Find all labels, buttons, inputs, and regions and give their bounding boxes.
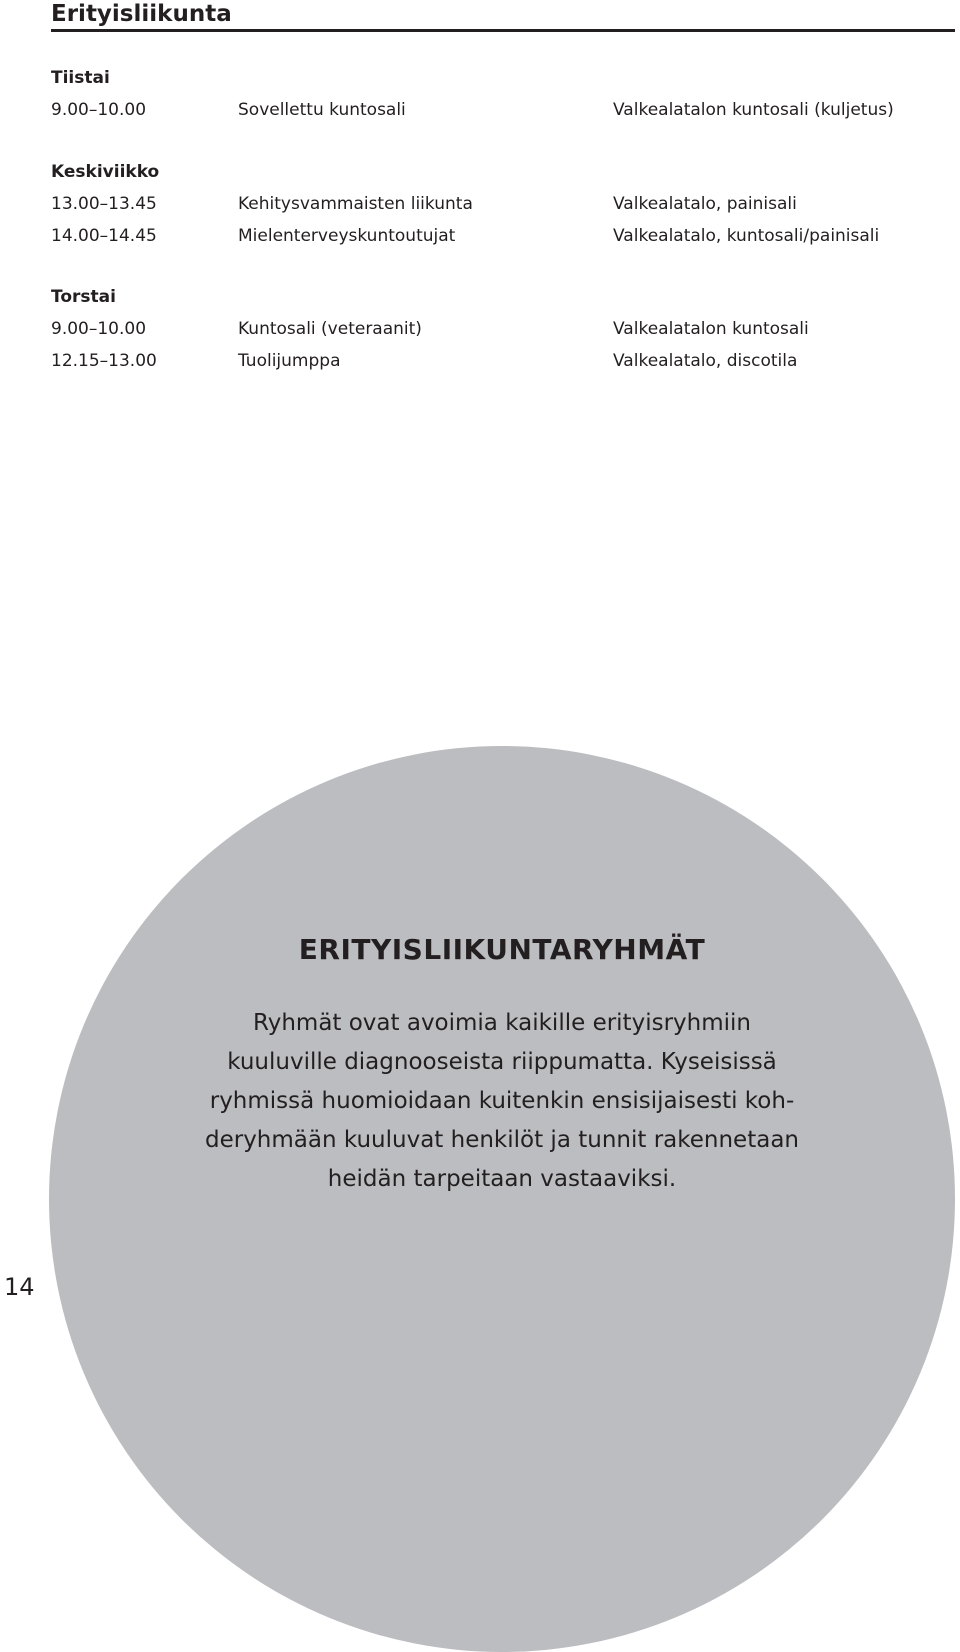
- schedule-activity: Sovellettu kuntosali: [238, 100, 406, 120]
- schedule-place: Valkealatalon kuntosali (kuljetus): [613, 100, 894, 120]
- schedule-time: 13.00–13.45: [51, 194, 157, 214]
- schedule-row: [0, 317, 960, 341]
- page-title: Erityisliikunta: [51, 0, 955, 32]
- info-box-title: ERITYISLIIKUNTARYHMÄT: [298, 933, 706, 966]
- schedule-place: Valkealatalo, kuntosali/painisali: [613, 226, 880, 246]
- schedule-time: 12.15–13.00: [51, 351, 157, 371]
- day-heading-keskiviikko: Keskiviikko: [51, 162, 160, 182]
- schedule-activity: Kuntosali (veteraanit): [238, 319, 422, 339]
- schedule-place: Valkealatalo, painisali: [613, 194, 797, 214]
- info-box-text-line: Ryhmät ovat avoimia kaikille erityisryhmiin: [253, 1010, 751, 1036]
- info-box-text-line: heidän tarpeitaan vastaaviksi.: [327, 1166, 677, 1192]
- info-box-background: [49, 746, 955, 1652]
- schedule-activity: Tuolijumppa: [238, 351, 341, 371]
- schedule-time: 14.00–14.45: [51, 226, 157, 246]
- schedule-place: Valkealatalo, discotila: [613, 351, 798, 371]
- info-box-text-line: deryhmään kuuluvat henkilöt ja tunnit rakennetaan: [204, 1127, 799, 1153]
- schedule-place: Valkealatalon kuntosali: [613, 319, 809, 339]
- page-number: 14: [4, 1273, 35, 1301]
- day-heading-torstai: Torstai: [51, 287, 116, 307]
- schedule-time: 9.00–10.00: [51, 319, 147, 339]
- schedule-time: 9.00–10.00: [51, 100, 147, 120]
- schedule-row: [0, 349, 960, 373]
- day-heading-tiistai: Tiistai: [51, 68, 110, 88]
- info-box-text-line: ryhmissä huomioidaan kuitenkin ensisijaisesti koh-: [209, 1088, 795, 1114]
- schedule-activity: Kehitysvammaisten liikunta: [238, 194, 473, 214]
- schedule-row: [0, 224, 960, 248]
- info-box-text-line: kuuluville diagnooseista riippumatta. Kyseisissä: [227, 1049, 777, 1075]
- schedule-row: [0, 98, 960, 122]
- schedule-row: [0, 192, 960, 216]
- schedule-activity: Mielenterveyskuntoutujat: [238, 226, 456, 246]
